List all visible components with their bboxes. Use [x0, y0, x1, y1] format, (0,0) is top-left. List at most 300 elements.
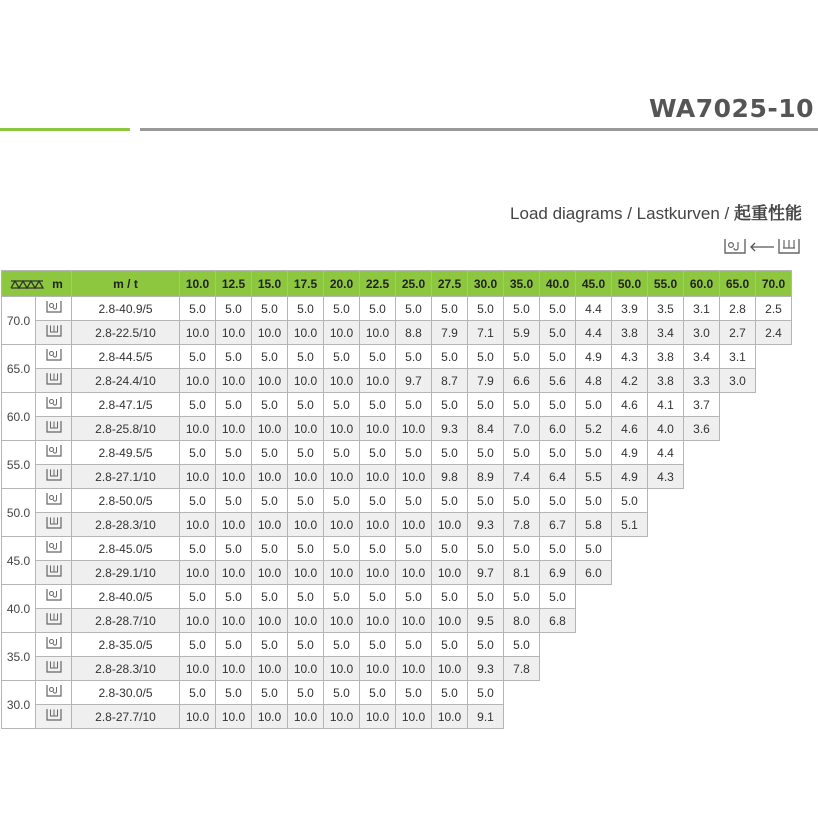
- capacity-cell: 5.0: [396, 297, 432, 321]
- empty-cell: [684, 537, 720, 561]
- hook-legend: [723, 238, 801, 256]
- empty-cell: [720, 417, 756, 441]
- range-cell: 2.8-47.1/5: [72, 393, 180, 417]
- capacity-cell: 10.0: [180, 417, 216, 441]
- radius-header: 35.0: [504, 271, 540, 297]
- capacity-cell: 5.0: [432, 441, 468, 465]
- capacity-cell: 5.0: [576, 489, 612, 513]
- capacity-cell: 5.0: [504, 393, 540, 417]
- capacity-cell: 3.0: [720, 369, 756, 393]
- hook-type-cell: [36, 585, 72, 609]
- capacity-cell: 10.0: [288, 417, 324, 441]
- empty-cell: [756, 345, 792, 369]
- empty-cell: [576, 585, 612, 609]
- empty-cell: [756, 657, 792, 681]
- capacity-cell: 4.9: [612, 441, 648, 465]
- capacity-cell: 5.0: [540, 489, 576, 513]
- capacity-cell: 10.0: [216, 465, 252, 489]
- empty-cell: [684, 609, 720, 633]
- capacity-cell: 5.0: [324, 345, 360, 369]
- capacity-cell: 3.1: [684, 297, 720, 321]
- capacity-cell: 3.0: [684, 321, 720, 345]
- capacity-cell: 10.0: [180, 513, 216, 537]
- capacity-cell: 5.0: [396, 345, 432, 369]
- hook-type-cell: [36, 345, 72, 369]
- capacity-cell: 5.0: [540, 321, 576, 345]
- range-cell: 2.8-27.1/10: [72, 465, 180, 489]
- capacity-cell: 5.0: [396, 441, 432, 465]
- capacity-cell: 5.0: [576, 537, 612, 561]
- capacity-cell: 4.4: [576, 297, 612, 321]
- radius-header: 65.0: [720, 271, 756, 297]
- radius-header: 30.0: [468, 271, 504, 297]
- range-cell: 2.8-29.1/10: [72, 561, 180, 585]
- range-cell: 2.8-50.0/5: [72, 489, 180, 513]
- empty-cell: [720, 561, 756, 585]
- capacity-cell: 9.3: [468, 513, 504, 537]
- capacity-cell: 10.0: [360, 369, 396, 393]
- capacity-cell: 10.0: [288, 561, 324, 585]
- radius-header: 25.0: [396, 271, 432, 297]
- capacity-cell: 5.0: [540, 297, 576, 321]
- capacity-cell: 4.4: [576, 321, 612, 345]
- double-fall-hook-icon: [46, 375, 62, 389]
- capacity-cell: 4.3: [612, 345, 648, 369]
- double-fall-hook-icon: [46, 423, 62, 437]
- capacity-cell: 5.0: [180, 441, 216, 465]
- capacity-cell: 10.0: [180, 705, 216, 729]
- empty-cell: [612, 537, 648, 561]
- capacity-cell: 10.0: [180, 609, 216, 633]
- radius-header: 12.5: [216, 271, 252, 297]
- single-fall-hook-icon: [46, 687, 62, 701]
- range-cell: 2.8-27.7/10: [72, 705, 180, 729]
- empty-cell: [684, 513, 720, 537]
- capacity-cell: 5.0: [288, 585, 324, 609]
- capacity-cell: 6.6: [504, 369, 540, 393]
- double-fall-hook-icon: [46, 519, 62, 533]
- empty-cell: [612, 633, 648, 657]
- capacity-cell: 10.0: [396, 561, 432, 585]
- double-fall-hook-icon: [46, 471, 62, 485]
- capacity-cell: 10.0: [180, 465, 216, 489]
- capacity-cell: 5.0: [216, 297, 252, 321]
- capacity-cell: 9.7: [468, 561, 504, 585]
- capacity-cell: 3.4: [648, 321, 684, 345]
- capacity-cell: 10.0: [288, 321, 324, 345]
- capacity-cell: 5.0: [252, 441, 288, 465]
- hook-type-cell: [36, 633, 72, 657]
- hook-type-cell: [36, 393, 72, 417]
- empty-cell: [684, 441, 720, 465]
- radius-header: 27.5: [432, 271, 468, 297]
- capacity-cell: 2.7: [720, 321, 756, 345]
- capacity-cell: 5.0: [360, 393, 396, 417]
- empty-cell: [576, 681, 612, 705]
- empty-cell: [576, 609, 612, 633]
- capacity-cell: 5.0: [360, 345, 396, 369]
- capacity-cell: 10.0: [324, 369, 360, 393]
- capacity-cell: 10.0: [216, 561, 252, 585]
- capacity-cell: 8.8: [396, 321, 432, 345]
- capacity-cell: 9.3: [432, 417, 468, 441]
- capacity-cell: 9.3: [468, 657, 504, 681]
- capacity-cell: 5.0: [432, 633, 468, 657]
- empty-cell: [576, 633, 612, 657]
- capacity-cell: 7.9: [468, 369, 504, 393]
- capacity-cell: 10.0: [288, 609, 324, 633]
- capacity-cell: 5.0: [216, 681, 252, 705]
- capacity-cell: 5.0: [252, 537, 288, 561]
- empty-cell: [612, 681, 648, 705]
- double-fall-hook-icon: [46, 711, 62, 725]
- empty-cell: [720, 633, 756, 657]
- capacity-cell: 5.0: [432, 297, 468, 321]
- capacity-cell: 5.0: [252, 681, 288, 705]
- capacity-cell: 7.1: [468, 321, 504, 345]
- capacity-cell: 3.8: [648, 345, 684, 369]
- single-fall-hook-icon: [46, 495, 62, 509]
- empty-cell: [540, 705, 576, 729]
- capacity-cell: 7.8: [504, 513, 540, 537]
- capacity-cell: 2.4: [756, 321, 792, 345]
- capacity-cell: 5.0: [360, 297, 396, 321]
- capacity-cell: 5.0: [432, 489, 468, 513]
- capacity-cell: 10.0: [396, 705, 432, 729]
- capacity-cell: 9.7: [396, 369, 432, 393]
- capacity-cell: 2.8: [720, 297, 756, 321]
- capacity-cell: 3.8: [612, 321, 648, 345]
- radius-header: 45.0: [576, 271, 612, 297]
- empty-cell: [756, 513, 792, 537]
- jib-length-cell: 60.0: [2, 393, 36, 441]
- table-row: [2, 585, 792, 609]
- capacity-cell: 10.0: [252, 465, 288, 489]
- empty-cell: [648, 657, 684, 681]
- capacity-cell: 5.0: [468, 345, 504, 369]
- capacity-cell: 10.0: [360, 513, 396, 537]
- capacity-cell: 6.7: [540, 513, 576, 537]
- capacity-cell: 5.0: [324, 393, 360, 417]
- capacity-cell: 5.0: [252, 345, 288, 369]
- capacity-cell: 5.0: [468, 585, 504, 609]
- radius-header: 55.0: [648, 271, 684, 297]
- empty-cell: [756, 489, 792, 513]
- capacity-cell: 10.0: [252, 321, 288, 345]
- capacity-cell: 10.0: [288, 465, 324, 489]
- capacity-cell: 10.0: [288, 513, 324, 537]
- empty-cell: [612, 705, 648, 729]
- capacity-cell: 9.5: [468, 609, 504, 633]
- capacity-cell: 5.0: [360, 681, 396, 705]
- radius-header: 60.0: [684, 271, 720, 297]
- hook-type-cell: [36, 513, 72, 537]
- capacity-cell: 4.2: [612, 369, 648, 393]
- left-arrow-icon: [749, 242, 775, 252]
- capacity-cell: 10.0: [216, 417, 252, 441]
- radius-header: 50.0: [612, 271, 648, 297]
- jib-length-cell: 35.0: [2, 633, 36, 681]
- empty-cell: [504, 705, 540, 729]
- empty-cell: [756, 633, 792, 657]
- range-cell: 2.8-30.0/5: [72, 681, 180, 705]
- capacity-cell: 9.8: [432, 465, 468, 489]
- jib-length-cell: 40.0: [2, 585, 36, 633]
- range-cell: 2.8-45.0/5: [72, 537, 180, 561]
- empty-cell: [684, 633, 720, 657]
- radius-header: 22.5: [360, 271, 396, 297]
- capacity-cell: 4.8: [576, 369, 612, 393]
- capacity-cell: 4.6: [612, 393, 648, 417]
- range-cell: 2.8-28.3/10: [72, 657, 180, 681]
- capacity-cell: 4.6: [612, 417, 648, 441]
- capacity-cell: 10.0: [396, 657, 432, 681]
- single-fall-hook-icon: [46, 447, 62, 461]
- subtitle-cn: 起重性能: [734, 204, 802, 224]
- empty-cell: [756, 681, 792, 705]
- capacity-cell: 10.0: [432, 609, 468, 633]
- capacity-cell: 10.0: [180, 561, 216, 585]
- radius-header: 40.0: [540, 271, 576, 297]
- capacity-cell: 5.0: [612, 489, 648, 513]
- capacity-cell: 8.4: [468, 417, 504, 441]
- capacity-cell: 2.5: [756, 297, 792, 321]
- capacity-cell: 5.0: [432, 537, 468, 561]
- empty-cell: [720, 393, 756, 417]
- empty-cell: [684, 705, 720, 729]
- empty-cell: [648, 585, 684, 609]
- capacity-cell: 5.0: [180, 681, 216, 705]
- jib-length-cell: 30.0: [2, 681, 36, 729]
- capacity-cell: 10.0: [180, 657, 216, 681]
- empty-cell: [684, 681, 720, 705]
- range-cell: 2.8-40.9/5: [72, 297, 180, 321]
- table-row: [2, 465, 792, 489]
- page-subtitle: [510, 199, 802, 224]
- hook-type-cell: [36, 537, 72, 561]
- capacity-cell: 8.7: [432, 369, 468, 393]
- jib-unit: m: [52, 276, 63, 291]
- hook-type-cell: [36, 609, 72, 633]
- empty-cell: [540, 657, 576, 681]
- table-row: [2, 489, 792, 513]
- capacity-cell: 10.0: [252, 513, 288, 537]
- hook-type-cell: [36, 465, 72, 489]
- capacity-cell: 5.0: [540, 441, 576, 465]
- capacity-cell: 7.0: [504, 417, 540, 441]
- capacity-cell: 10.0: [360, 561, 396, 585]
- single-fall-hook-icon: [46, 351, 62, 365]
- empty-cell: [612, 609, 648, 633]
- capacity-cell: 5.0: [324, 489, 360, 513]
- hook-type-cell: [36, 321, 72, 345]
- capacity-cell: 5.0: [360, 585, 396, 609]
- empty-cell: [540, 681, 576, 705]
- capacity-cell: 5.0: [180, 633, 216, 657]
- empty-cell: [756, 537, 792, 561]
- capacity-cell: 5.0: [216, 537, 252, 561]
- capacity-cell: 10.0: [216, 513, 252, 537]
- capacity-cell: 5.0: [324, 441, 360, 465]
- capacity-cell: 10.0: [324, 465, 360, 489]
- capacity-cell: 5.0: [288, 633, 324, 657]
- capacity-cell: 10.0: [288, 705, 324, 729]
- empty-cell: [756, 465, 792, 489]
- table-row: [2, 537, 792, 561]
- capacity-cell: 5.1: [612, 513, 648, 537]
- capacity-cell: 10.0: [360, 705, 396, 729]
- jib-icon: [10, 279, 48, 289]
- capacity-cell: 5.0: [360, 633, 396, 657]
- table-row: [2, 441, 792, 465]
- jib-length-cell: 45.0: [2, 537, 36, 585]
- capacity-cell: 3.1: [720, 345, 756, 369]
- capacity-cell: 10.0: [252, 417, 288, 441]
- capacity-cell: 3.3: [684, 369, 720, 393]
- capacity-cell: 5.0: [180, 585, 216, 609]
- empty-cell: [612, 561, 648, 585]
- capacity-cell: 5.0: [324, 585, 360, 609]
- capacity-cell: 10.0: [252, 369, 288, 393]
- capacity-cell: 10.0: [324, 321, 360, 345]
- capacity-cell: 5.9: [504, 321, 540, 345]
- capacity-cell: 10.0: [252, 561, 288, 585]
- capacity-cell: 8.1: [504, 561, 540, 585]
- single-fall-hook-icon: [46, 399, 62, 413]
- hook-type-cell: [36, 297, 72, 321]
- empty-cell: [684, 585, 720, 609]
- empty-cell: [540, 633, 576, 657]
- capacity-cell: 10.0: [360, 417, 396, 441]
- empty-cell: [720, 681, 756, 705]
- empty-cell: [684, 561, 720, 585]
- empty-cell: [720, 609, 756, 633]
- capacity-cell: 4.9: [612, 465, 648, 489]
- double-fall-hook-icon: [777, 238, 801, 256]
- capacity-cell: 3.4: [684, 345, 720, 369]
- empty-cell: [720, 441, 756, 465]
- range-cell: 2.8-49.5/5: [72, 441, 180, 465]
- capacity-cell: 10.0: [360, 465, 396, 489]
- empty-cell: [576, 705, 612, 729]
- capacity-cell: 5.0: [288, 345, 324, 369]
- empty-cell: [648, 489, 684, 513]
- capacity-cell: 5.0: [432, 681, 468, 705]
- hook-type-cell: [36, 489, 72, 513]
- empty-cell: [648, 513, 684, 537]
- empty-cell: [684, 465, 720, 489]
- subtitle-en: Load diagrams / Lastkurven /: [510, 204, 734, 223]
- capacity-cell: 10.0: [216, 321, 252, 345]
- capacity-cell: 5.0: [288, 537, 324, 561]
- single-fall-hook-icon: [46, 303, 62, 317]
- capacity-cell: 5.6: [540, 369, 576, 393]
- capacity-cell: 10.0: [252, 609, 288, 633]
- table-row: [2, 417, 792, 441]
- capacity-cell: 5.0: [396, 681, 432, 705]
- table-row: [2, 297, 792, 321]
- capacity-cell: 5.0: [360, 489, 396, 513]
- capacity-cell: 5.0: [288, 681, 324, 705]
- capacity-cell: 3.9: [612, 297, 648, 321]
- range-cell: 2.8-24.4/10: [72, 369, 180, 393]
- capacity-cell: 10.0: [396, 417, 432, 441]
- capacity-cell: 5.0: [468, 537, 504, 561]
- table-row: [2, 681, 792, 705]
- empty-cell: [756, 561, 792, 585]
- model-title: WA7025-10: [648, 94, 814, 123]
- hook-type-cell: [36, 417, 72, 441]
- empty-cell: [612, 657, 648, 681]
- capacity-cell: 6.9: [540, 561, 576, 585]
- capacity-cell: 10.0: [216, 369, 252, 393]
- table-row: [2, 513, 792, 537]
- capacity-cell: 5.0: [180, 393, 216, 417]
- capacity-cell: 5.0: [324, 681, 360, 705]
- empty-cell: [720, 657, 756, 681]
- capacity-cell: 10.0: [432, 705, 468, 729]
- capacity-cell: 10.0: [324, 705, 360, 729]
- range-header: m / t: [72, 271, 180, 297]
- table-row: [2, 609, 792, 633]
- range-cell: 2.8-44.5/5: [72, 345, 180, 369]
- empty-cell: [720, 705, 756, 729]
- empty-cell: [756, 417, 792, 441]
- empty-cell: [648, 681, 684, 705]
- capacity-cell: 7.8: [504, 657, 540, 681]
- capacity-cell: 10.0: [324, 609, 360, 633]
- capacity-cell: 6.0: [540, 417, 576, 441]
- hook-type-cell: [36, 681, 72, 705]
- empty-cell: [720, 513, 756, 537]
- range-cell: 2.8-22.5/10: [72, 321, 180, 345]
- empty-cell: [756, 585, 792, 609]
- table-row: [2, 321, 792, 345]
- capacity-cell: 6.0: [576, 561, 612, 585]
- capacity-cell: 5.0: [468, 633, 504, 657]
- capacity-cell: 5.0: [432, 393, 468, 417]
- radius-header: 20.0: [324, 271, 360, 297]
- capacity-cell: 5.0: [180, 345, 216, 369]
- accent-rule: [0, 128, 130, 131]
- capacity-cell: 5.0: [468, 681, 504, 705]
- jib-length-cell: 50.0: [2, 489, 36, 537]
- capacity-cell: 5.0: [396, 537, 432, 561]
- empty-cell: [720, 585, 756, 609]
- capacity-cell: 10.0: [252, 705, 288, 729]
- double-fall-hook-icon: [46, 663, 62, 677]
- capacity-cell: 3.7: [684, 393, 720, 417]
- capacity-cell: 10.0: [432, 513, 468, 537]
- capacity-cell: 5.0: [324, 297, 360, 321]
- range-cell: 2.8-28.7/10: [72, 609, 180, 633]
- capacity-cell: 5.0: [180, 489, 216, 513]
- capacity-cell: 5.0: [360, 441, 396, 465]
- capacity-cell: 5.0: [540, 345, 576, 369]
- table-row: [2, 633, 792, 657]
- capacity-cell: 5.0: [432, 345, 468, 369]
- capacity-cell: 5.0: [216, 489, 252, 513]
- capacity-cell: 10.0: [252, 657, 288, 681]
- capacity-cell: 5.0: [504, 345, 540, 369]
- capacity-cell: 4.9: [576, 345, 612, 369]
- capacity-cell: 9.1: [468, 705, 504, 729]
- empty-cell: [684, 489, 720, 513]
- capacity-cell: 8.0: [504, 609, 540, 633]
- capacity-cell: 10.0: [360, 609, 396, 633]
- hook-type-cell: [36, 657, 72, 681]
- capacity-cell: 8.9: [468, 465, 504, 489]
